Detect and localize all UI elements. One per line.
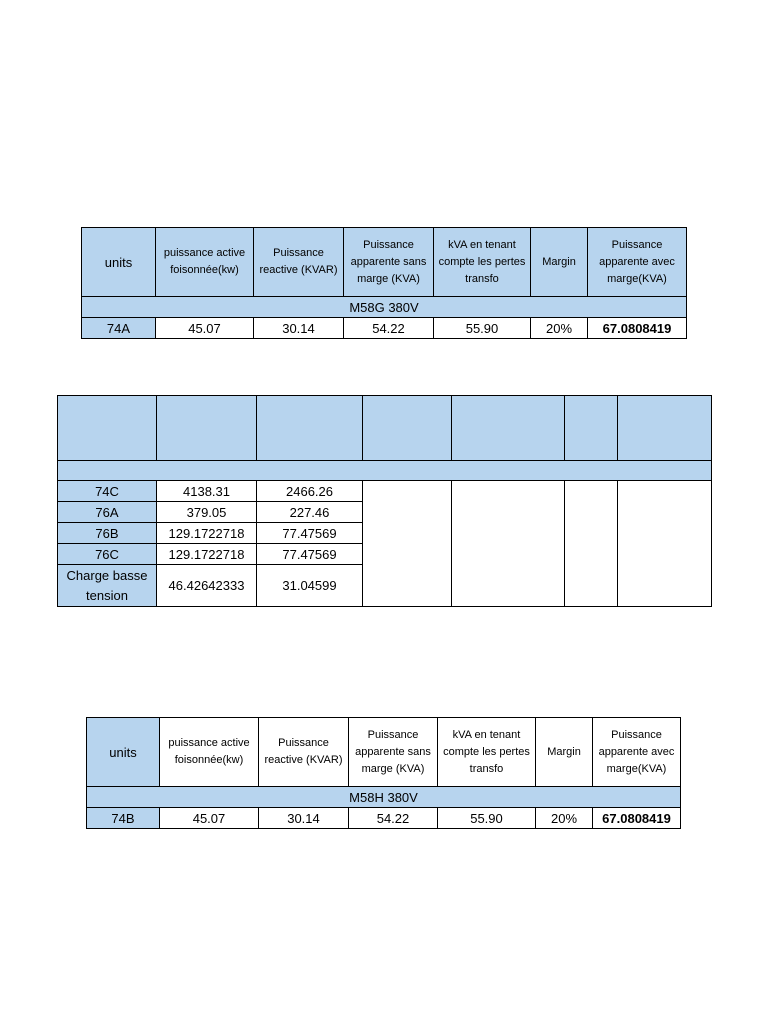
kva-losses-cell: 55.90	[438, 808, 536, 829]
empty-merged-cell	[618, 481, 712, 607]
reactive-power-cell: 31.04599	[257, 565, 363, 607]
header-kva-with-losses: kVA en tenant compte les pertes transfo	[438, 718, 536, 787]
power-table-loads	[57, 395, 712, 607]
empty-header-cell	[257, 396, 363, 461]
header-row	[58, 396, 712, 461]
empty-header-cell	[452, 396, 565, 461]
header-apparent-power-no-margin: Puissance apparente sans marge (KVA)	[344, 228, 434, 297]
unit-cell: 76B	[58, 523, 157, 544]
apparent-power-margin-cell: 67.0808419	[588, 318, 687, 339]
reactive-power-cell: 2466.26	[257, 481, 363, 502]
apparent-power-margin-cell: 67.0808419	[593, 808, 681, 829]
kva-losses-cell: 55.90	[434, 318, 531, 339]
reactive-power-cell: 77.47569	[257, 523, 363, 544]
unit-cell: 74B	[87, 808, 160, 829]
table-row	[82, 318, 687, 339]
active-power-cell: 45.07	[156, 318, 254, 339]
section-label: M58G 380V	[82, 297, 687, 318]
header-active-power: puissance active foisonnée(kw)	[156, 228, 254, 297]
section-row	[87, 787, 681, 808]
empty-section-cell	[58, 461, 712, 481]
header-margin: Margin	[531, 228, 588, 297]
unit-cell: Charge basse tension	[58, 565, 157, 607]
reactive-power-cell: 30.14	[254, 318, 344, 339]
table-row	[58, 481, 712, 502]
active-power-cell: 4138.31	[157, 481, 257, 502]
header-reactive-power: Puissance reactive (KVAR)	[254, 228, 344, 297]
empty-header-cell	[618, 396, 712, 461]
header-apparent-power-with-margin: Puissance apparente avec marge(KVA)	[588, 228, 687, 297]
header-active-power: puissance active foisonnée(kw)	[160, 718, 259, 787]
reactive-power-cell: 77.47569	[257, 544, 363, 565]
reactive-power-cell: 227.46	[257, 502, 363, 523]
active-power-cell: 129.1722718	[157, 523, 257, 544]
header-units: units	[82, 228, 156, 297]
header-apparent-power-no-margin: Puissance apparente sans marge (KVA)	[349, 718, 438, 787]
active-power-cell: 379.05	[157, 502, 257, 523]
header-reactive-power: Puissance reactive (KVAR)	[259, 718, 349, 787]
unit-cell: 76C	[58, 544, 157, 565]
header-margin: Margin	[536, 718, 593, 787]
section-row	[58, 461, 712, 481]
unit-cell: 76A	[58, 502, 157, 523]
active-power-cell: 45.07	[160, 808, 259, 829]
empty-header-cell	[363, 396, 452, 461]
empty-merged-cell	[452, 481, 565, 607]
unit-cell: 74A	[82, 318, 156, 339]
active-power-cell: 46.42642333	[157, 565, 257, 607]
apparent-power-cell: 54.22	[349, 808, 438, 829]
margin-cell: 20%	[536, 808, 593, 829]
power-table-m58g	[81, 227, 687, 339]
header-apparent-power-with-margin: Puissance apparente avec marge(KVA)	[593, 718, 681, 787]
power-table-m58h	[86, 717, 681, 829]
section-label: M58H 380V	[87, 787, 681, 808]
empty-header-cell	[58, 396, 157, 461]
empty-header-cell	[565, 396, 618, 461]
header-row	[87, 718, 681, 787]
apparent-power-cell: 54.22	[344, 318, 434, 339]
header-units: units	[87, 718, 160, 787]
header-row	[82, 228, 687, 297]
empty-merged-cell	[363, 481, 452, 607]
unit-cell: 74C	[58, 481, 157, 502]
empty-merged-cell	[565, 481, 618, 607]
section-row	[82, 297, 687, 318]
header-kva-with-losses: kVA en tenant compte les pertes transfo	[434, 228, 531, 297]
margin-cell: 20%	[531, 318, 588, 339]
table-row	[87, 808, 681, 829]
reactive-power-cell: 30.14	[259, 808, 349, 829]
active-power-cell: 129.1722718	[157, 544, 257, 565]
empty-header-cell	[157, 396, 257, 461]
